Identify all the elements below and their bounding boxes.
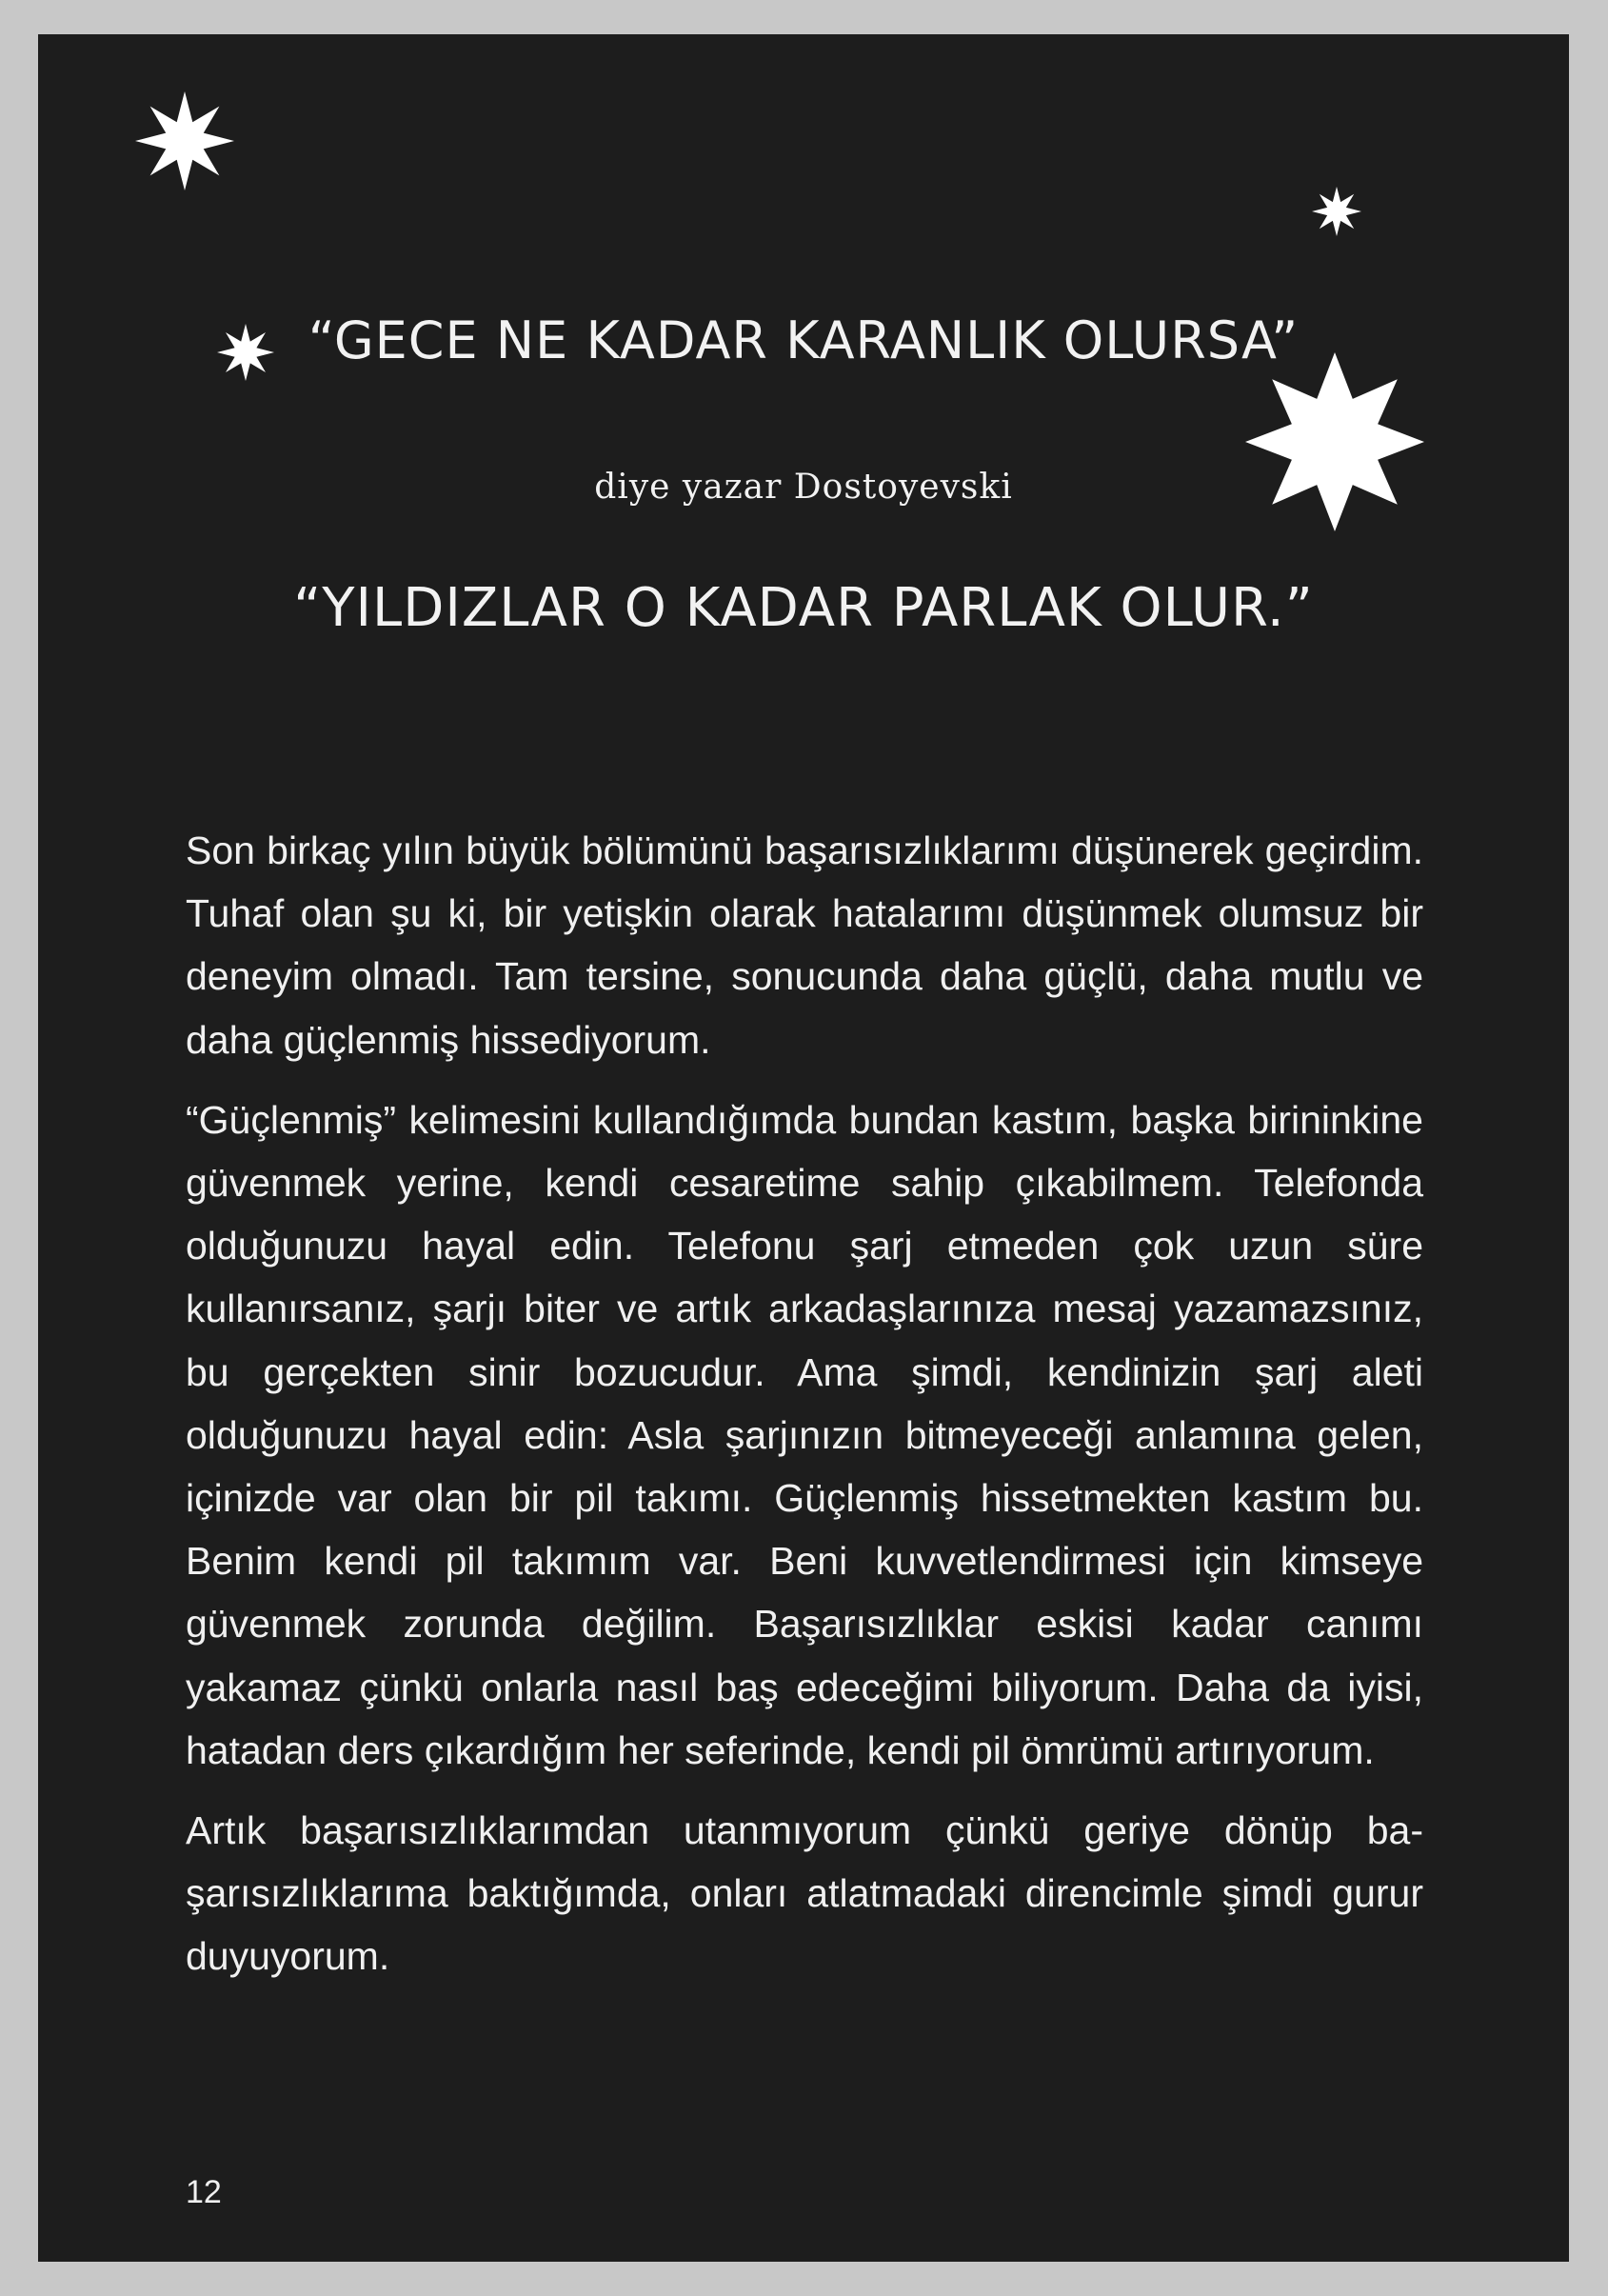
star-icon bbox=[135, 91, 234, 190]
paragraph: Son birkaç yılın büyük bölümünü başarısızlıklarımı düşünerek geçirdim. Tuhaf olan şu ki, bir yetişkin olarak hatalarımı düşünmek olumsuz bir deneyim olmadı. Tam tersine, sonucunda daha güçlü, daha mutlu ve daha güçlenmiş hissediyorum. bbox=[186, 829, 1423, 1062]
paragraph: Artık başarısızlıklarımdan utanmıyorum çünkü geriye dönüp başarısızlıklarıma baktığımda, onları atlatmadaki direncimle şimdi gurur duyuyorum. bbox=[186, 1808, 1423, 1979]
quote-heading-top: “GECE NE KADAR KARANLIK OLURSA” bbox=[308, 310, 1300, 370]
book-page bbox=[38, 34, 1569, 2262]
star-icon bbox=[1312, 187, 1361, 236]
paragraph: “Güçlenmiş” kelimesini kullandığımda bundan kastım, başka birininkine güvenmek yerine, kendi cesaretime sahip çıkabilmem. Telefonda olduğunuzu hayal edin. Telefonu şarj etmeden çok uzun süre kullanırsanız, şarjı biter ve artık arkadaşlarınıza mesaj yazamazsınız, bu gerçekten sinir bozucudur. Ama şimdi, kendinizin şarj aleti olduğunuzu hayal edin: Asla şarjınızın bitmeyeceği anlamına gelen, içinizde var olan bir pil takımı. Güçlenmiş hissetmekten kastım bu. Benim kendi pil takımım var. Beni kuvvetlendirmesi için kimseye güvenmek zorunda değilim. Başarısızlıklar eskisi kadar canımı yakamaz çünkü onlarla nasıl baş edeceğimi biliyorum. Daha da iyisi, hatadan ders çıkardığım her seferinde, kendi pil ömrümü artırıyorum. bbox=[186, 1097, 1423, 1772]
attribution-line: diye yazar Dostoyevski bbox=[594, 468, 1013, 507]
quote-heading-bottom: “YILDIZLAR O KADAR PARLAK OLUR.” bbox=[293, 577, 1314, 639]
page-number: 12 bbox=[186, 2174, 222, 2210]
body-text bbox=[186, 819, 1423, 2006]
